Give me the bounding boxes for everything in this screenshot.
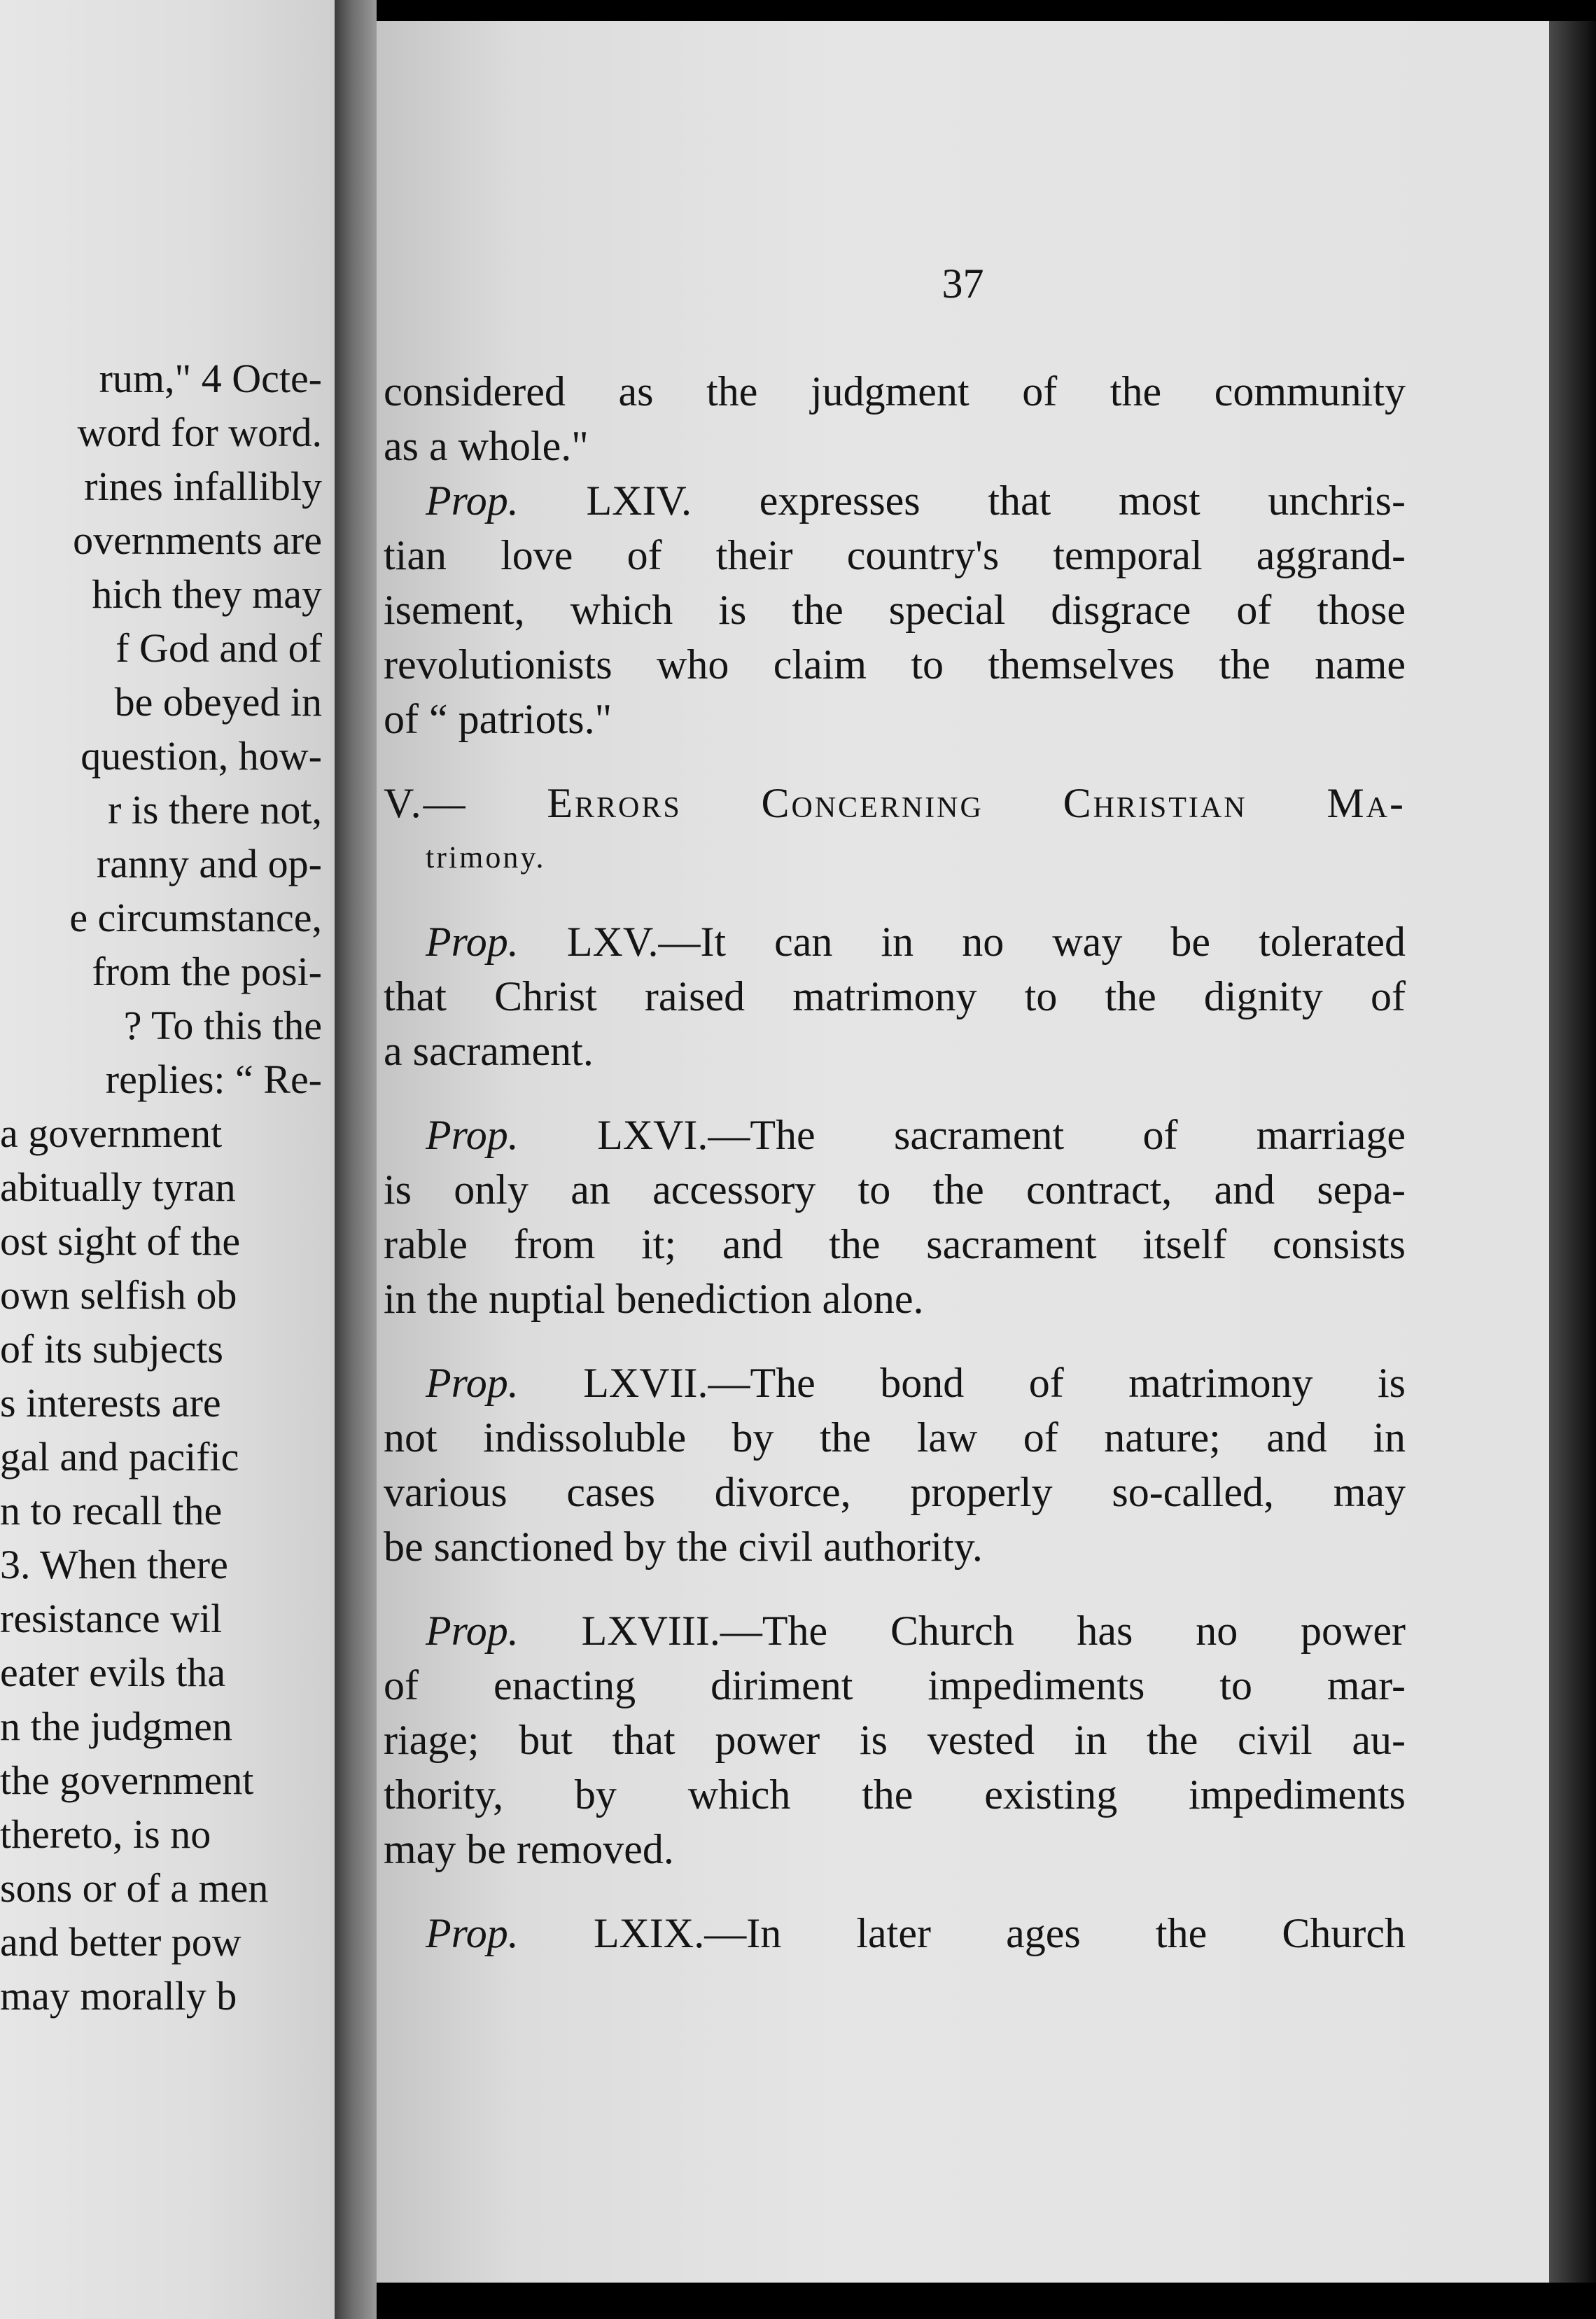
text-line: in the nuptial benediction alone.	[384, 1276, 924, 1322]
left-line: resistance wil	[0, 1596, 223, 1641]
left-line: ? To this the	[123, 1003, 322, 1048]
paragraph-gap	[384, 1078, 1406, 1108]
left-line: f God and of	[115, 625, 322, 671]
prop-lxvi-line: Prop. LXVI.—The sacrament of marriage	[426, 1112, 1406, 1158]
prop-lxix-line: Prop. LXIX.—In later ages the Church	[426, 1910, 1406, 1956]
left-line: be obeyed in	[114, 679, 322, 725]
left-line: ost sight of the	[0, 1218, 241, 1264]
left-line: r is there not,	[107, 787, 322, 833]
text-line: not indissoluble by the law of nature; and in	[384, 1414, 1406, 1461]
left-line: of its subjects	[0, 1326, 223, 1372]
prop-label: Prop.	[426, 1360, 519, 1406]
left-line: and better pow	[0, 1919, 241, 1965]
left-line: a government	[0, 1110, 223, 1156]
text-line: isement, which is the special disgrace of those	[384, 587, 1406, 633]
left-line: question, how-	[80, 733, 322, 779]
left-line: n to recall the	[0, 1488, 223, 1533]
book-gutter	[335, 0, 377, 2319]
left-line: sons or of a men	[0, 1865, 269, 1911]
text-line: that Christ raised matrimony to the dignity of	[384, 973, 1406, 1019]
left-line: own selfish ob	[0, 1272, 237, 1318]
prop-label: Prop.	[426, 478, 519, 524]
left-page-text	[0, 351, 322, 2023]
text-line: as a whole."	[384, 423, 589, 469]
text-line: be sanctioned by the civil authority.	[384, 1524, 983, 1570]
left-line: s interests are	[0, 1380, 221, 1426]
left-line: gal and pacific	[0, 1434, 239, 1479]
left-line: hich they may	[92, 571, 322, 617]
text-line: thority, by which the existing impediments	[384, 1771, 1406, 1818]
paragraph-gap	[384, 746, 1406, 776]
text-line: various cases divorce, properly so-called, may	[384, 1469, 1406, 1515]
prop-label: Prop.	[426, 919, 519, 965]
section-heading: V.— Errors Concerning Christian Ma-	[384, 780, 1406, 826]
left-line: abitually tyran	[0, 1164, 236, 1210]
text-line: tian love of their country's temporal aggrand-	[384, 532, 1406, 578]
paragraph-gap	[384, 885, 1406, 914]
left-line: may morally b	[0, 1973, 237, 2019]
page-edge-shadow	[1549, 21, 1596, 2283]
prop-label: Prop.	[426, 1112, 519, 1158]
text-line: may be removed.	[384, 1826, 674, 1872]
left-line: word for word.	[77, 410, 322, 455]
text-line: considered as the judgment of the community	[384, 368, 1406, 415]
left-line: the government	[0, 1757, 254, 1803]
page-number: 37	[941, 260, 984, 307]
left-line: ranny and op-	[96, 841, 322, 886]
prop-lxiv-line: Prop. LXIV. expresses that most unchris-	[426, 478, 1406, 524]
right-page-text	[384, 364, 1406, 1961]
left-line: e circumstance,	[69, 895, 322, 940]
left-line: thereto, is no	[0, 1811, 211, 1857]
text-line: of “ patriots."	[384, 696, 612, 742]
left-line: 3. When there	[0, 1542, 228, 1587]
left-line: eater evils tha	[0, 1650, 226, 1695]
left-line: n the judgmen	[0, 1704, 232, 1749]
text-line: a sacrament.	[384, 1028, 594, 1074]
paragraph-gap	[384, 1326, 1406, 1356]
section-heading-continuation: trimony.	[426, 840, 546, 875]
right-page	[377, 21, 1549, 2283]
left-line: overnments are	[73, 517, 322, 563]
text-line: is only an accessory to the contract, and sepa-	[384, 1167, 1406, 1213]
prop-lxv-line: Prop. LXV.—It can in no way be tolerated	[426, 919, 1406, 965]
left-line: from the posi-	[92, 949, 322, 994]
left-line: replies: “ Re-	[105, 1057, 322, 1102]
paragraph-gap	[384, 1574, 1406, 1603]
prop-label: Prop.	[426, 1910, 519, 1956]
prop-lxviii-line: Prop. LXVIII.—The Church has no power	[426, 1608, 1406, 1654]
text-line: riage; but that power is vested in the civil au-	[384, 1717, 1406, 1763]
text-line: of enacting diriment impediments to mar-	[384, 1662, 1406, 1708]
paragraph-gap	[384, 1876, 1406, 1906]
left-line: rines infallibly	[84, 464, 322, 509]
left-line: rum," 4 Octe-	[99, 356, 322, 401]
left-page	[0, 0, 335, 2319]
text-line: rable from it; and the sacrament itself consists	[384, 1221, 1406, 1267]
text-line: revolutionists who claim to themselves the name	[384, 641, 1406, 688]
prop-label: Prop.	[426, 1608, 519, 1654]
prop-lxvii-line: Prop. LXVII.—The bond of matrimony is	[426, 1360, 1406, 1406]
